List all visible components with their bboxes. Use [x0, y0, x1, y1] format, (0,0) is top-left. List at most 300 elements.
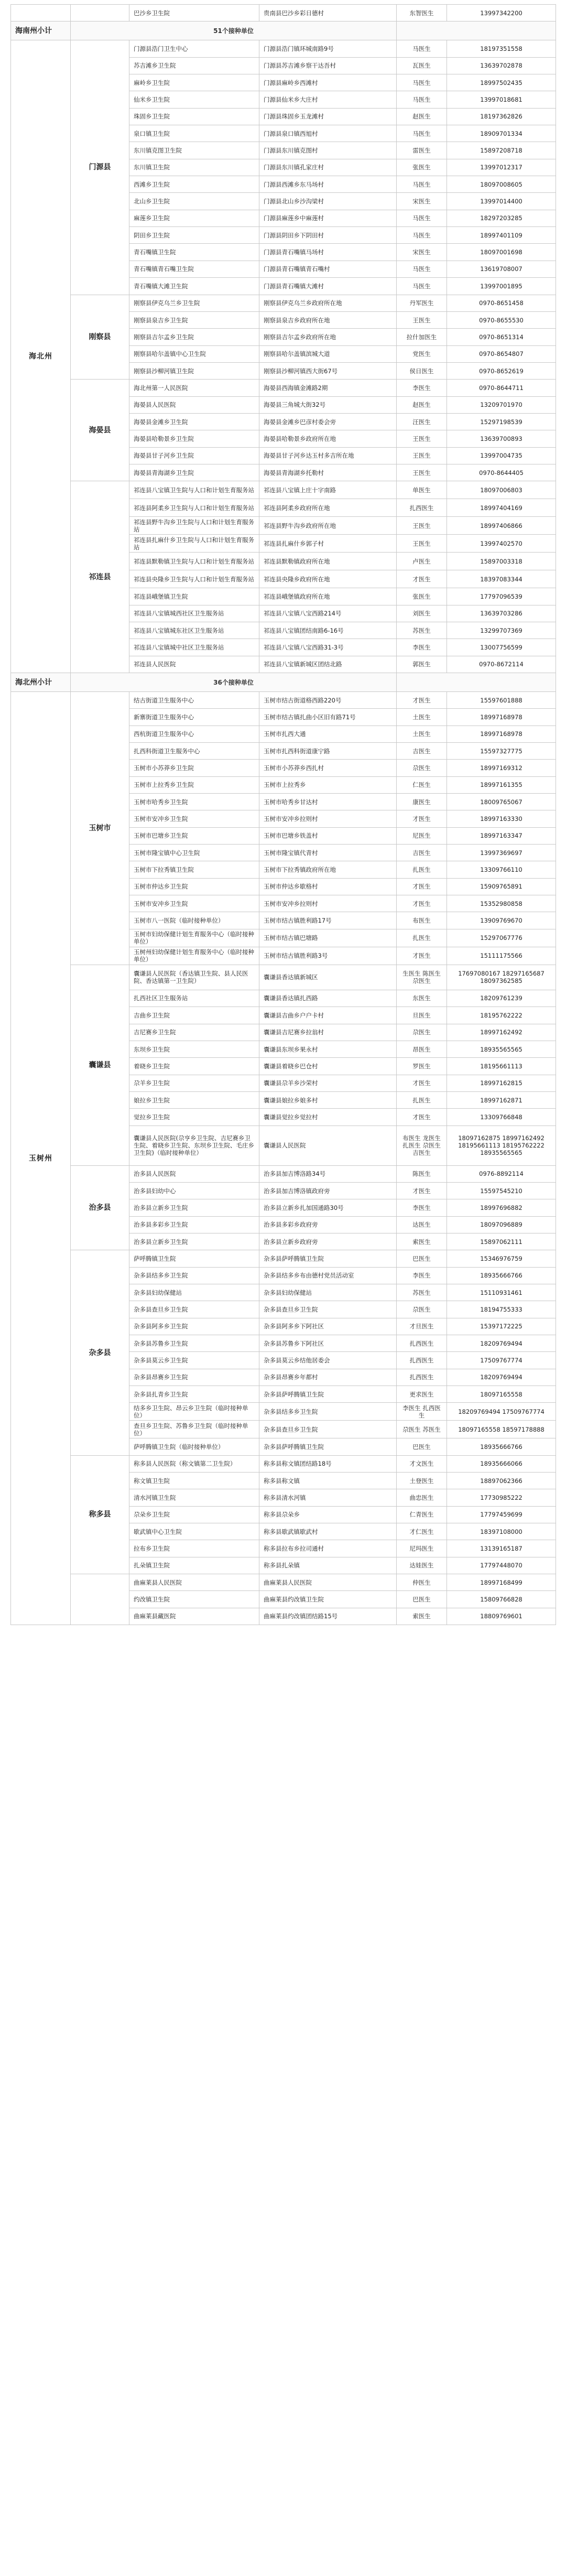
site-address: 称多县扎朵镇	[259, 1557, 397, 1574]
site-name: 杂多县昂赛乡卫生院	[129, 1369, 259, 1386]
site-phone: 15346976759	[447, 1250, 556, 1267]
site-phone: 18997404169	[447, 499, 556, 517]
site-doctor: 马医生	[397, 74, 447, 91]
table-row	[11, 1574, 556, 1591]
site-doctor: 才医生	[397, 1109, 447, 1125]
site-doctor: 仲医生	[397, 1574, 447, 1591]
site-name: 玉树市巴塘乡卫生院	[129, 827, 259, 844]
site-doctor: 扎西医生	[397, 499, 447, 517]
site-phone: 13639702878	[447, 57, 556, 74]
county-cell: 门源县	[71, 40, 129, 295]
site-phone: 17730985222	[447, 1489, 556, 1506]
site-address: 曲麻莱县人民医院	[259, 1574, 397, 1591]
site-phone: 13997369697	[447, 845, 556, 861]
site-address: 杂多县萨呼腾镇卫生院	[259, 1438, 397, 1455]
subtotal-label: 海北州小计	[11, 673, 71, 692]
site-doctor: 马医生	[397, 125, 447, 142]
site-name: 刚察县吉尔孟乡卫生院	[129, 329, 259, 345]
subtotal-count: 51个接种单位	[71, 21, 397, 40]
site-address: 海晏县三角城大街32号	[259, 396, 397, 413]
site-doctor: 索医生	[397, 1233, 447, 1250]
site-address: 海晏县青海湖乡托勒村	[259, 464, 397, 481]
site-phone: 17509767774	[447, 1352, 556, 1369]
site-name: 珠固乡卫生院	[129, 108, 259, 125]
site-name: 东川镇卫生院	[129, 159, 259, 176]
site-doctor: 马医生	[397, 40, 447, 57]
site-phone: 18997162492	[447, 1024, 556, 1041]
site-name: 海晏县甘子河乡卫生院	[129, 447, 259, 464]
site-name: 治多县立新乡卫生院	[129, 1233, 259, 1250]
site-doctor: 单医生	[397, 481, 447, 499]
site-name: 玉树市安冲乡卫生院	[129, 895, 259, 912]
site-phone: 18097096889	[447, 1216, 556, 1233]
vaccination-sites-table	[10, 4, 556, 1625]
site-address: 玉树市结古街道格西路220号	[259, 692, 397, 709]
site-name: 新寨街道卫生服务中心	[129, 709, 259, 726]
site-name: 查旦乡卫生院、苏鲁乡卫生院（临时接种单位）	[129, 1421, 259, 1438]
site-address: 祁连县八宝镇八宝西路31-3号	[259, 639, 397, 656]
site-doctor: 张医生	[397, 588, 447, 605]
site-name: 刚察县泉吉乡卫生院	[129, 311, 259, 328]
site-address: 门源县青石嘴镇马场村	[259, 244, 397, 261]
site-name: 杂多县苏鲁乡卫生院	[129, 1335, 259, 1352]
site-name: 玉树市上拉秀乡卫生院	[129, 776, 259, 793]
site-phone: 18397083344	[447, 570, 556, 588]
site-doctor: 索医生	[397, 1608, 447, 1625]
site-doctor: 土医生	[397, 726, 447, 742]
site-name: 吉尼赛乡卫生院	[129, 1024, 259, 1041]
site-name: 曲麻莱县人民医院	[129, 1574, 259, 1591]
county-cell	[71, 1574, 129, 1625]
site-phone: 18997168499	[447, 1574, 556, 1591]
site-address: 曲麻莱县约改镇卫生院	[259, 1591, 397, 1608]
site-phone: 15597327775	[447, 743, 556, 760]
site-doctor: 仁青医生	[397, 1506, 447, 1523]
site-address: 祁连县八宝镇上庄十字南路	[259, 481, 397, 499]
county-cell: 刚察县	[71, 295, 129, 380]
site-doctor: 巴医生	[397, 1438, 447, 1455]
site-doctor: 刘医生	[397, 605, 447, 622]
site-doctor: 达娃医生	[397, 1557, 447, 1574]
site-phone: 0970-8644405	[447, 464, 556, 481]
site-name: 祁连县阿柔乡卫生院与人口和计划生育服务站	[129, 499, 259, 517]
site-address: 贵南县巴沙乡彩日德村	[259, 5, 397, 21]
site-address: 门源县青石嘴镇大滩村	[259, 278, 397, 295]
table-row	[11, 295, 556, 311]
site-address: 称多县称文镇团结路18号	[259, 1455, 397, 1472]
site-doctor: 苏医生	[397, 1284, 447, 1301]
site-name: 治多县人民医院	[129, 1165, 259, 1182]
site-phone: 18909701334	[447, 125, 556, 142]
site-name: 扎西科街道卫生服务中心	[129, 743, 259, 760]
table-row	[11, 40, 556, 57]
site-phone: 18194755333	[447, 1301, 556, 1318]
county-cell: 杂多县	[71, 1250, 129, 1455]
site-name: 结古街道卫生服务中心	[129, 692, 259, 709]
site-name: 约改镇卫生院	[129, 1591, 259, 1608]
site-name: 东川镇克图卫生院	[129, 142, 259, 159]
site-phone: 0970-8644711	[447, 380, 556, 396]
region-cell: 玉树州	[11, 692, 71, 1625]
site-name: 杂多县查旦乡卫生院	[129, 1301, 259, 1318]
site-name: 着晓乡卫生院	[129, 1058, 259, 1075]
site-phone: 15597545210	[447, 1182, 556, 1199]
site-doctor: 扎西医生	[397, 1352, 447, 1369]
site-phone: 18397108000	[447, 1523, 556, 1540]
site-name: 祁连县八宝镇城中社区卫生服务站	[129, 639, 259, 656]
site-name: 巴沙乡卫生院	[129, 5, 259, 21]
site-doctor: 马医生	[397, 210, 447, 226]
site-address: 祁连县扎麻什乡郭子村	[259, 535, 397, 553]
table-row	[11, 1165, 556, 1182]
site-phone: 18297203285	[447, 210, 556, 226]
site-phone: 18897062366	[447, 1473, 556, 1489]
site-name: 祁连县人民医院	[129, 656, 259, 673]
site-name: 青石嘴镇青石嘴卫生院	[129, 261, 259, 277]
table-row	[11, 5, 556, 21]
site-address: 门源县仙米乡大庄村	[259, 91, 397, 108]
table-row	[11, 965, 556, 990]
site-doctor: 生医生 陈医生 尕医生	[397, 965, 447, 990]
site-phone: 0970-8652619	[447, 362, 556, 379]
site-phone: 13997001895	[447, 278, 556, 295]
site-doctor: 尕医生	[397, 1301, 447, 1318]
site-name: 囊谦县人民医院(尕亨乡卫生院、吉尼赛乡卫生院、着晓乡卫生院、东坝乡卫生院、毛庄乡卫生院)（临时接种单位）	[129, 1125, 259, 1165]
site-phone: 13997342200	[447, 5, 556, 21]
site-address: 称多县歇武镇歇武村	[259, 1523, 397, 1540]
site-name: 清水河镇卫生院	[129, 1489, 259, 1506]
site-doctor: 才医生	[397, 1075, 447, 1091]
site-doctor: 宋医生	[397, 244, 447, 261]
site-doctor: 尕医生	[397, 1024, 447, 1041]
site-doctor: 扎医生	[397, 861, 447, 878]
region-cell: 海北州	[11, 40, 71, 673]
site-doctor: 马医生	[397, 261, 447, 277]
site-doctor: 王医生	[397, 535, 447, 553]
site-doctor: 才医生	[397, 692, 447, 709]
site-phone: 0970-8655530	[447, 311, 556, 328]
site-address: 海晏县金滩乡巴彦村委会旁	[259, 413, 397, 430]
site-phone: 18097006803	[447, 481, 556, 499]
site-address: 海晏县西海镇金滩路2期	[259, 380, 397, 396]
site-address: 囊谦县着晓乡巴仓村	[259, 1058, 397, 1075]
site-phone: 18209769494 17509767774	[447, 1403, 556, 1421]
subtotal-label: 海南州小计	[11, 21, 71, 40]
site-phone: 18997401109	[447, 227, 556, 244]
site-doctor: 张医生	[397, 159, 447, 176]
site-name: 祁连县八宝镇卫生院与人口和计划生育服务站	[129, 481, 259, 499]
site-address: 治多县立新乡政府旁	[259, 1233, 397, 1250]
site-doctor: 曲忠医生	[397, 1489, 447, 1506]
site-doctor: 布医生	[397, 912, 447, 929]
site-address: 杂多县苏鲁乡下阿社区	[259, 1335, 397, 1352]
site-phone: 13997014400	[447, 193, 556, 210]
site-phone: 13997012317	[447, 159, 556, 176]
site-phone: 13639700893	[447, 430, 556, 447]
site-name: 青石嘴镇卫生院	[129, 244, 259, 261]
site-address: 玉树市扎西大通	[259, 726, 397, 742]
site-phone: 15897208718	[447, 142, 556, 159]
site-address: 玉树市下拉秀镇政府所在地	[259, 861, 397, 878]
site-name: 祁连县八宝镇城东社区卫生服务站	[129, 622, 259, 638]
site-address: 玉树市巴塘乡铁盖村	[259, 827, 397, 844]
site-name: 尕朵乡卫生院	[129, 1506, 259, 1523]
site-name: 称多县人民医院（称文镇第二卫生院）	[129, 1455, 259, 1472]
site-name: 刚察县伊克乌兰乡卫生院	[129, 295, 259, 311]
site-name: 尕羊乡卫生院	[129, 1075, 259, 1091]
site-address: 海晏县哈勒景乡政府所在地	[259, 430, 397, 447]
site-name: 祁连县八宝镇城西社区卫生服务站	[129, 605, 259, 622]
subtotal-row	[11, 673, 556, 692]
site-address: 刚察县泉吉乡政府所在地	[259, 311, 397, 328]
subtotal-blank	[397, 673, 556, 692]
site-address: 玉树市上拉秀乡	[259, 776, 397, 793]
site-doctor: 雷医生	[397, 142, 447, 159]
site-address: 祁连县阿柔乡政府所在地	[259, 499, 397, 517]
county-cell: 祁连县	[71, 481, 129, 673]
site-address: 门源县北山乡沙沟梁村	[259, 193, 397, 210]
site-address: 门源县阴田乡下阴田村	[259, 227, 397, 244]
table-row	[11, 1455, 556, 1472]
site-doctor: 瓦医生	[397, 57, 447, 74]
site-address: 曲麻莱县约改镇团结路15号	[259, 1608, 397, 1625]
site-doctor: 马医生	[397, 176, 447, 193]
site-doctor: 马医生	[397, 278, 447, 295]
subtotal-count: 36个接种单位	[71, 673, 397, 692]
site-phone: 18097162875 18997162492 18195661113 18195762222 18935565565	[447, 1125, 556, 1165]
site-address: 玉树市结古镇胜利路3号	[259, 947, 397, 965]
site-name: 囊谦县人民医院（香达镇卫生院、县人民医院、香达镇第一卫生院）	[129, 965, 259, 990]
county-cell	[71, 5, 129, 21]
site-address: 杂多县莫云乡结他居委会	[259, 1352, 397, 1369]
site-phone: 18997169312	[447, 760, 556, 776]
site-phone: 13997004735	[447, 447, 556, 464]
site-phone: 18997168978	[447, 726, 556, 742]
site-address: 玉树市仲达乡歇格村	[259, 878, 397, 895]
site-doctor: 布医生 龙医生 扎医生 尕医生 吉医生	[397, 1125, 447, 1165]
site-doctor: 土登医生	[397, 1473, 447, 1489]
site-name: 玉树市妇幼保健计划生育服务中心（临时接种单位）	[129, 929, 259, 947]
site-doctor: 党医生	[397, 345, 447, 362]
site-address: 祁连县八宝镇八宝西路214号	[259, 605, 397, 622]
site-address: 玉树市结古镇扎曲小区旧有路71号	[259, 709, 397, 726]
site-doctor: 东医生	[397, 990, 447, 1006]
site-address: 刚察县吉尔孟乡政府所在地	[259, 329, 397, 345]
site-address: 治多县多彩乡政府旁	[259, 1216, 397, 1233]
site-address: 杂多县结多乡布由德村党员活动室	[259, 1267, 397, 1284]
site-doctor: 拉什加医生	[397, 329, 447, 345]
site-doctor: 王医生	[397, 447, 447, 464]
site-name: 萨呼腾镇卫生院	[129, 1250, 259, 1267]
site-name: 杂多县莫云乡卫生院	[129, 1352, 259, 1369]
site-doctor: 才医生	[397, 878, 447, 895]
site-address: 囊谦县娘拉乡娘多村	[259, 1091, 397, 1108]
county-cell: 治多县	[71, 1165, 129, 1250]
site-doctor: 赵医生	[397, 108, 447, 125]
table-row	[11, 1250, 556, 1267]
site-doctor: 马医生	[397, 227, 447, 244]
site-phone: 0970-8651458	[447, 295, 556, 311]
site-name: 治多县立新乡卫生院	[129, 1199, 259, 1216]
site-doctor: 才仁医生	[397, 1523, 447, 1540]
site-phone: 0970-8672114	[447, 656, 556, 673]
site-doctor: 罗医生	[397, 1058, 447, 1075]
site-address: 杂多县查旦乡卫生院	[259, 1301, 397, 1318]
site-address: 祁连县八宝镇新城区团结北路	[259, 656, 397, 673]
site-name: 结多乡卫生院、昂云乡卫生院（临时接种单位）	[129, 1403, 259, 1421]
site-phone: 13139165187	[447, 1540, 556, 1557]
site-name: 杂多县结多乡卫生院	[129, 1267, 259, 1284]
site-name: 玉树市八一医院（临时接种单位）	[129, 912, 259, 929]
site-phone: 0976-8892114	[447, 1165, 556, 1182]
site-doctor: 旦医生	[397, 1007, 447, 1024]
site-doctor: 马医生	[397, 91, 447, 108]
site-name: 玉树州妇幼保健计划生育服务中心（临时接种单位）	[129, 947, 259, 965]
site-address: 门源县东川镇克图村	[259, 142, 397, 159]
site-name: 萨呼腾镇卫生院（临时接种单位）	[129, 1438, 259, 1455]
site-name: 玉树市小苏莽乡卫生院	[129, 760, 259, 776]
site-doctor: 尕医生	[397, 760, 447, 776]
site-phone: 18935666066	[447, 1455, 556, 1472]
site-address: 杂多县阿多乡下阿社区	[259, 1318, 397, 1335]
site-name: 觉拉乡卫生院	[129, 1109, 259, 1125]
site-phone: 13309766848	[447, 1109, 556, 1125]
site-address: 刚察县伊克乌兰乡政府所在地	[259, 295, 397, 311]
site-doctor: 李医生	[397, 1199, 447, 1216]
county-cell: 称多县	[71, 1455, 129, 1574]
site-address: 杂多县萨呼腾镇卫生院	[259, 1250, 397, 1267]
site-name: 吉曲乡卫生院	[129, 1007, 259, 1024]
site-address: 刚察县沙柳河镇西大街67号	[259, 362, 397, 379]
site-phone: 17797448070	[447, 1557, 556, 1574]
site-name: 祁连县默勒镇卫生院与人口和计划生育服务站	[129, 553, 259, 570]
site-address: 囊谦县吉曲乡户户卡村	[259, 1007, 397, 1024]
site-address: 杂多县妇幼保健站	[259, 1284, 397, 1301]
site-doctor: 陈医生	[397, 1165, 447, 1182]
site-doctor: 巴医生	[397, 1591, 447, 1608]
site-doctor: 达医生	[397, 1216, 447, 1233]
county-cell: 玉树市	[71, 692, 129, 965]
site-address: 门源县青石嘴镇青石嘴村	[259, 261, 397, 277]
site-name: 称文镇卫生院	[129, 1473, 259, 1489]
site-address: 杂多县昂赛乡年都村	[259, 1369, 397, 1386]
site-doctor: 李医生	[397, 1267, 447, 1284]
site-phone: 15897062111	[447, 1233, 556, 1250]
site-address: 称多县清水河镇	[259, 1489, 397, 1506]
site-name: 娘拉乡卫生院	[129, 1091, 259, 1108]
site-address: 玉树市隆宝镇代青村	[259, 845, 397, 861]
site-name: 玉树市安冲乡卫生院	[129, 810, 259, 827]
site-phone: 0970-8651314	[447, 329, 556, 345]
site-doctor: 扎医生	[397, 929, 447, 947]
site-address: 杂多县查旦乡卫生院	[259, 1421, 397, 1438]
site-doctor: 王医生	[397, 517, 447, 535]
site-phone: 15111175566	[447, 947, 556, 965]
site-phone: 18097165558 18597178888	[447, 1421, 556, 1438]
site-phone: 13909769670	[447, 912, 556, 929]
site-address: 玉树市扎西科街道康宁路	[259, 743, 397, 760]
site-name: 泉口镇卫生院	[129, 125, 259, 142]
site-doctor: 李医生	[397, 380, 447, 396]
site-doctor: 才医生	[397, 947, 447, 965]
table-body	[11, 5, 556, 1625]
site-address: 祁连县八宝镇团结南路6-16号	[259, 622, 397, 638]
site-phone: 18997168978	[447, 709, 556, 726]
site-doctor: 吉医生	[397, 845, 447, 861]
site-phone: 15397172225	[447, 1318, 556, 1335]
site-doctor: 土医生	[397, 709, 447, 726]
site-name: 玉树市隆宝镇中心卫生院	[129, 845, 259, 861]
site-doctor: 侯日医生	[397, 362, 447, 379]
table-row	[11, 481, 556, 499]
site-doctor: 赵医生	[397, 396, 447, 413]
site-doctor: 汪医生	[397, 413, 447, 430]
site-phone: 17797459699	[447, 1506, 556, 1523]
site-doctor: 才医生	[397, 570, 447, 588]
site-doctor: 扎西医生	[397, 1369, 447, 1386]
site-phone: 18195661113	[447, 1058, 556, 1075]
site-phone: 15297067776	[447, 929, 556, 947]
site-name: 麻岭乡卫生院	[129, 74, 259, 91]
site-name: 刚察县哈尔盖镇中心卫生院	[129, 345, 259, 362]
site-phone: 13997018681	[447, 91, 556, 108]
site-address: 杂多县结多乡卫生院	[259, 1403, 397, 1421]
site-doctor: 巴医生	[397, 1250, 447, 1267]
site-name: 阴田乡卫生院	[129, 227, 259, 244]
site-address: 玉树市结古镇巴塘路	[259, 929, 397, 947]
site-phone: 13997402570	[447, 535, 556, 553]
site-phone: 18997502435	[447, 74, 556, 91]
site-address: 治多县加吉博洛镇政府旁	[259, 1182, 397, 1199]
site-phone: 18935666766	[447, 1438, 556, 1455]
site-address: 囊谦县香达镇扎西路	[259, 990, 397, 1006]
table-row	[11, 692, 556, 709]
site-name: 歇武镇中心卫生院	[129, 1523, 259, 1540]
site-address: 门源县苏吉滩乡察干达吾村	[259, 57, 397, 74]
site-phone: 13299707369	[447, 622, 556, 638]
site-doctor: 郭医生	[397, 656, 447, 673]
site-name: 祁连县野牛沟乡卫生院与人口和计划生育服务站	[129, 517, 259, 535]
site-address: 称多县尕朵乡	[259, 1506, 397, 1523]
site-name: 玉树市下拉秀镇卫生院	[129, 861, 259, 878]
site-doctor: 苏医生	[397, 622, 447, 638]
site-doctor: 王医生	[397, 464, 447, 481]
site-phone: 13007756599	[447, 639, 556, 656]
site-address: 祁连县央隆乡政府所在地	[259, 570, 397, 588]
site-name: 扎朵镇卫生院	[129, 1557, 259, 1574]
site-doctor: 丹军医生	[397, 295, 447, 311]
site-address: 门源县麻莲乡中麻莲村	[259, 210, 397, 226]
site-phone: 15597601888	[447, 692, 556, 709]
site-phone: 18197351558	[447, 40, 556, 57]
site-phone: 18997163347	[447, 827, 556, 844]
site-doctor: 才文医生	[397, 1455, 447, 1472]
site-address: 治多县加吉博洛路34号	[259, 1165, 397, 1182]
site-phone: 18997696882	[447, 1199, 556, 1216]
site-phone: 18997406866	[447, 517, 556, 535]
site-phone: 13619708007	[447, 261, 556, 277]
subtotal-row	[11, 21, 556, 40]
site-address: 门源县泉口镇西旭村	[259, 125, 397, 142]
site-name: 祁连县峨堡镇卫生院	[129, 588, 259, 605]
site-doctor: 东智医生	[397, 5, 447, 21]
site-name: 海晏县人民医院	[129, 396, 259, 413]
site-phone: 17797096539	[447, 588, 556, 605]
site-address: 门源县麻岭乡西滩村	[259, 74, 397, 91]
site-phone: 18209769494	[447, 1335, 556, 1352]
site-doctor: 更求医生	[397, 1386, 447, 1403]
site-phone: 18097165558	[447, 1386, 556, 1403]
